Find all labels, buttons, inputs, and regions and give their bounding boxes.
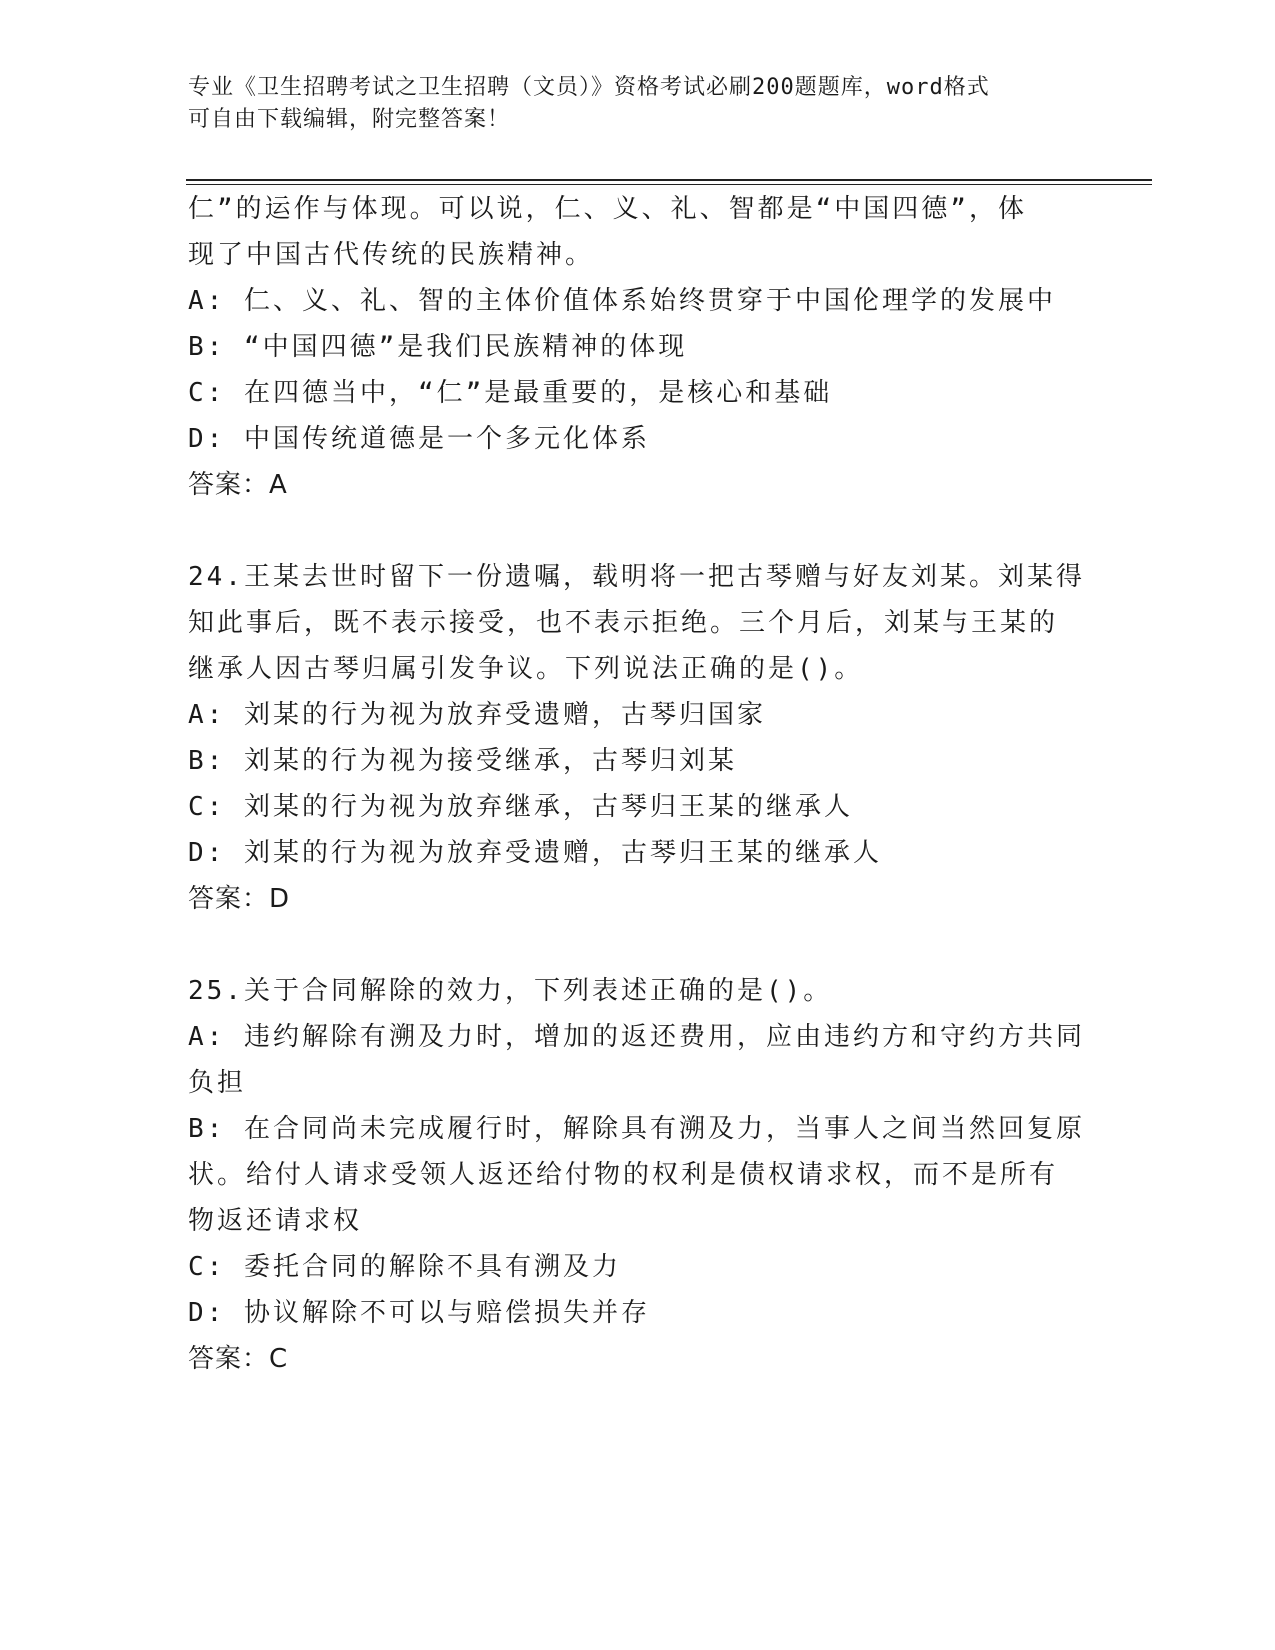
answer: 答案：A bbox=[188, 470, 288, 500]
question-25 bbox=[188, 968, 1088, 1382]
header-divider bbox=[186, 179, 1152, 181]
option-c: C: 刘某的行为视为放弃继承，古琴归王某的继承人 bbox=[188, 792, 853, 822]
question-continuation bbox=[188, 186, 1088, 508]
option-a: A: 仁、义、礼、智的主体价值体系始终贯穿于中国伦理学的发展中 bbox=[188, 286, 1056, 316]
question-text: 24.王某去世时留下一份遗嘱，载明将一把古琴赠与好友刘某。刘某得 bbox=[188, 562, 1085, 592]
question-text: 25.关于合同解除的效力，下列表述正确的是()。 bbox=[188, 976, 833, 1006]
spacer bbox=[188, 508, 1088, 554]
option-d: D: 中国传统道德是一个多元化体系 bbox=[188, 424, 650, 454]
answer: 答案：C bbox=[188, 1344, 289, 1374]
question-text: 仁”的运作与体现。可以说，仁、义、礼、智都是“中国四德”，体 bbox=[188, 194, 1027, 224]
header-divider-thin bbox=[186, 184, 1152, 185]
option-b-continued: 物返还请求权 bbox=[188, 1206, 363, 1236]
option-c: C: 委托合同的解除不具有溯及力 bbox=[188, 1252, 621, 1282]
option-a-continued: 负担 bbox=[188, 1068, 247, 1098]
question-text: 继承人因古琴归属引发争议。下列说法正确的是()。 bbox=[188, 654, 864, 684]
option-c: C: 在四德当中，“仁”是最重要的，是核心和基础 bbox=[188, 378, 833, 408]
answer: 答案：D bbox=[188, 884, 291, 914]
option-a: A: 刘某的行为视为放弃受遗赠，古琴归国家 bbox=[188, 700, 766, 730]
header-line: 专业《卫生招聘考试之卫生招聘（文员）》资格考试必刷200题题库，word格式 bbox=[188, 75, 990, 100]
question-24 bbox=[188, 554, 1088, 922]
option-b-continued: 状。给付人请求受领人返还给付物的权利是债权请求权，而不是所有 bbox=[188, 1160, 1059, 1190]
option-b: B: 在合同尚未完成履行时，解除具有溯及力，当事人之间当然回复原 bbox=[188, 1114, 1085, 1144]
header-line: 可自由下载编辑，附完整答案！ bbox=[188, 107, 511, 132]
option-d: D: 协议解除不可以与赔偿损失并存 bbox=[188, 1298, 650, 1328]
document-body bbox=[188, 186, 1088, 1382]
question-text: 知此事后，既不表示接受，也不表示拒绝。三个月后，刘某与王某的 bbox=[188, 608, 1059, 638]
option-b: B: 刘某的行为视为接受继承，古琴归刘某 bbox=[188, 746, 737, 776]
option-d: D: 刘某的行为视为放弃受遗赠，古琴归王某的继承人 bbox=[188, 838, 882, 868]
option-a: A: 违约解除有溯及力时，增加的返还费用，应由违约方和守约方共同 bbox=[188, 1022, 1085, 1052]
question-text: 现了中国古代传统的民族精神。 bbox=[188, 240, 595, 270]
option-b: B: “中国四德”是我们民族精神的体现 bbox=[188, 332, 688, 362]
document-header bbox=[188, 72, 1088, 136]
spacer bbox=[188, 922, 1088, 968]
